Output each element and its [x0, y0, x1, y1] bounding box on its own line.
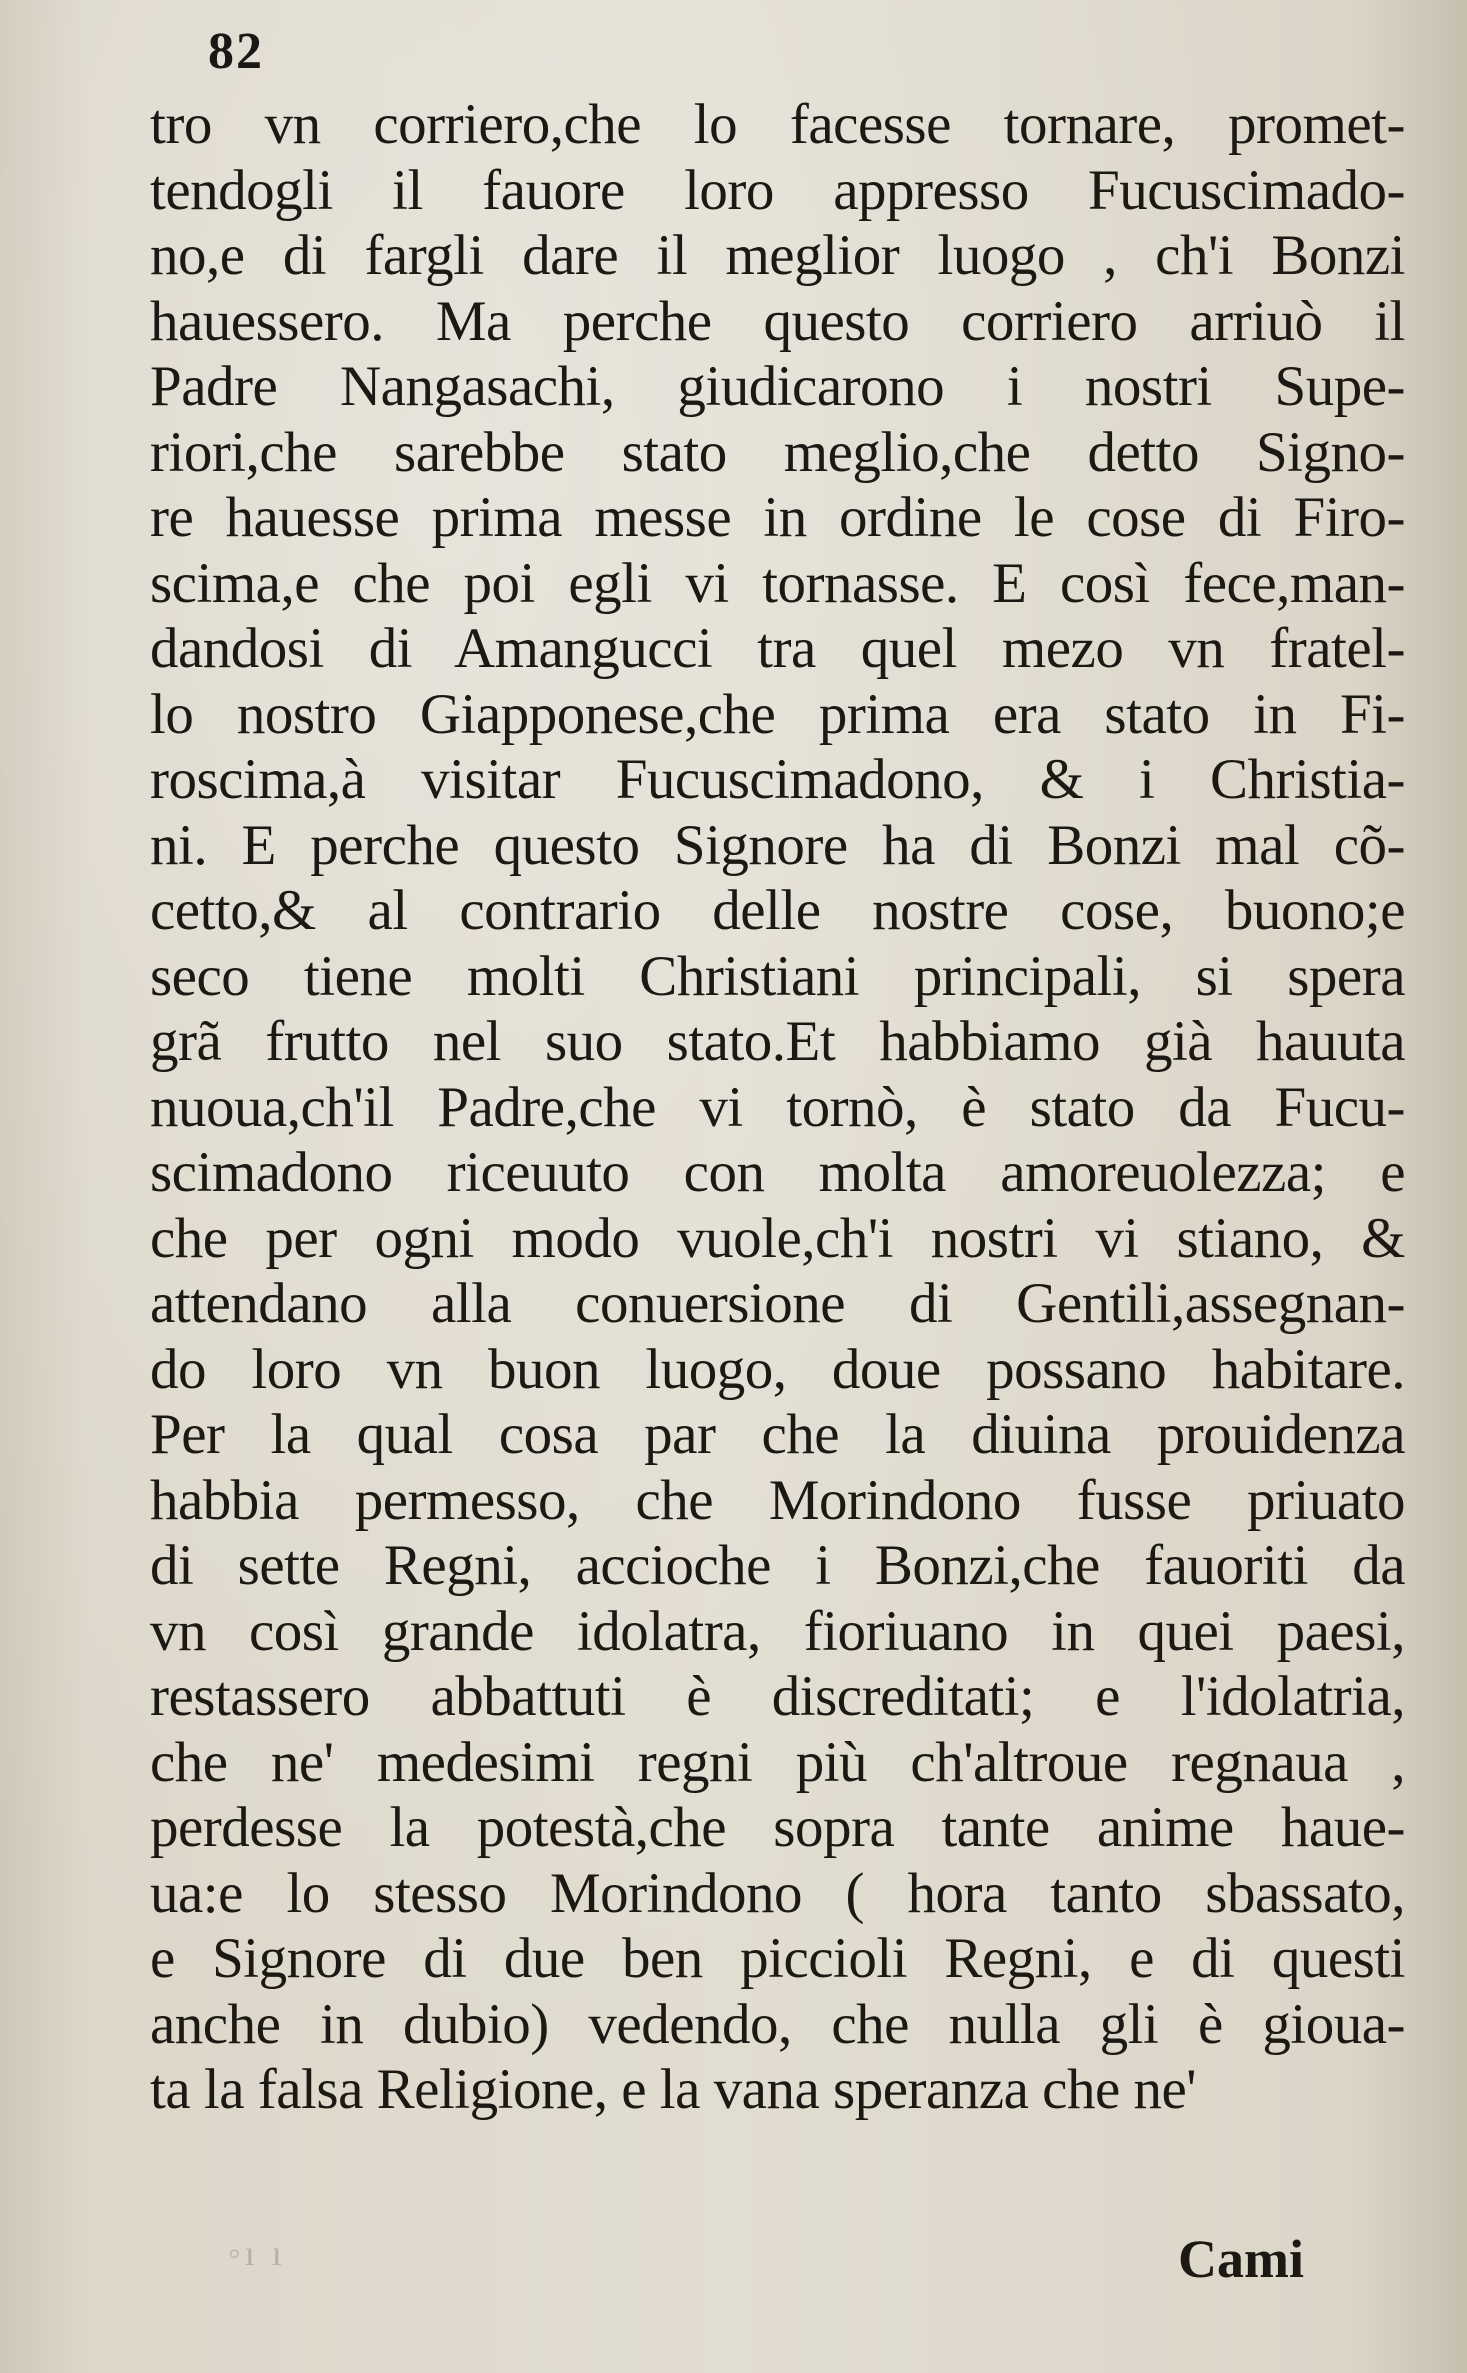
page-number: 82 [208, 23, 264, 80]
text-line: vn così grande idolatra, fioriuano in quei paesi, [150, 1599, 1405, 1663]
text-line: seco tiene molti Christiani principali, si spera [150, 944, 1405, 1008]
text-line: dandosi di Amangucci tra quel mezo vn fratel- [150, 617, 1405, 680]
text-line: no,e di fargli dare il meglior luogo , ch'i Bonzi [150, 224, 1405, 287]
text-line: roscima,à visitar Fucuscimadono, & i Christia- [150, 748, 1405, 811]
text-line: re hauesse prima messe in ordine le cose di Firo- [150, 486, 1405, 549]
text-line: che per ogni modo vuole,ch'i nostri vi stiano, & [150, 1206, 1405, 1270]
text-line: scima,e che poi egli vi tornasse. E così fece,man- [150, 551, 1405, 615]
catchword: Cami [1178, 2229, 1304, 2289]
text-line: perdesse la potestà,che sopra tante anime haue- [150, 1796, 1405, 1859]
text-line: riori,che sarebbe stato meglio,che detto Signo- [150, 420, 1405, 484]
text-line: tendogli il fauore loro appresso Fucuscimado- [150, 158, 1405, 222]
text-line: grã frutto nel suo stato.Et habbiamo già hauuta [150, 1010, 1405, 1073]
text-line: ni. E perche questo Signore ha di Bonzi mal cõ- [150, 813, 1405, 877]
text-line: ua:e lo stesso Morindono ( hora tanto sbassato, [150, 1861, 1405, 1925]
bleed-through-mark: ◦ı ı [228, 2233, 286, 2273]
text-line: hauessero. Ma perche questo corriero arriuò il [150, 289, 1405, 353]
text-line: di sette Regni, accioche i Bonzi,che fauoriti da [150, 1534, 1405, 1597]
text-line: lo nostro Giapponese,che prima era stato in Fi- [150, 682, 1405, 746]
text-line: cetto,& al contrario delle nostre cose, buono;e [150, 879, 1405, 942]
text-line: Per la qual cosa par che la diuina prouidenza [150, 1403, 1405, 1466]
text-line: restassero abbattuti è discreditati; e l'idolatria, [150, 1665, 1405, 1728]
text-line: e Signore di due ben piccioli Regni, e di questi [150, 1927, 1405, 1990]
text-line: anche in dubio) vedendo, che nulla gli è gioua- [150, 1992, 1405, 2056]
text-line: habbia permesso, che Morindono fusse priuato [150, 1468, 1405, 1532]
text-line: scimadono riceuuto con molta amoreuolezza; e [150, 1141, 1405, 1204]
text-line: nuoua,ch'il Padre,che vi tornò, è stato da Fucu- [150, 1075, 1405, 1139]
text-line: Padre Nangasachi, giudicarono i nostri Supe- [150, 355, 1405, 418]
text-line: ta la falsa Religione, e la vana speranza che ne' [150, 2058, 1197, 2121]
text-line: che ne' medesimi regni più ch'altroue regnaua , [150, 1730, 1405, 1794]
text-line: attendano alla conuersione di Gentili,assegnan- [150, 1272, 1405, 1335]
text-line: tro vn corriero,che lo facesse tornare, promet- [150, 93, 1405, 156]
text-line: do loro vn buon luogo, doue possano habitare. [150, 1337, 1405, 1401]
body-text [150, 92, 1405, 2123]
